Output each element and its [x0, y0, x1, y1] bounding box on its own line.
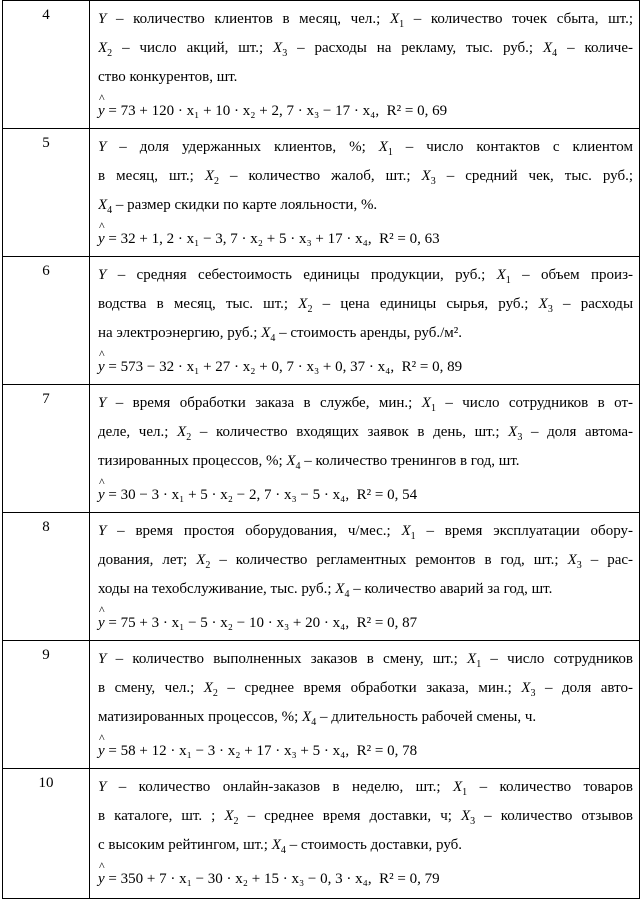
- variable-symbol: X: [460, 808, 471, 824]
- variable-symbol: X: [196, 552, 206, 568]
- description-text: – число сотрудников: [481, 651, 633, 667]
- variable-symbol: X: [538, 296, 548, 312]
- variable-index: 2: [107, 48, 113, 59]
- regression-equation: [98, 92, 633, 128]
- r-squared: R² = 0, 89: [401, 359, 463, 375]
- variable-symbol: X: [389, 11, 400, 27]
- variable-symbol: Y: [98, 395, 107, 411]
- r-squared: R² = 0, 54: [356, 487, 418, 503]
- variable-index: 2: [186, 432, 192, 443]
- description-line: [98, 831, 633, 860]
- description-text: – время простоя оборудования, ч/мес.;: [106, 523, 402, 539]
- description-text: – время обработки заказа в службе, мин.;: [106, 395, 422, 411]
- description-text: – количество жалоб, шт.;: [219, 168, 422, 184]
- variable-index: 3: [576, 560, 582, 571]
- table-row: [3, 257, 640, 385]
- description-text: с высоким рейтингом, шт.;: [98, 837, 272, 853]
- variable-symbol: X: [273, 40, 283, 56]
- variant-number: 9: [3, 641, 90, 769]
- variant-number: 8: [3, 513, 90, 641]
- variable-index: 1: [430, 403, 436, 414]
- table-row: [3, 513, 640, 641]
- description-text: – длительность рабочей смены, ч.: [316, 709, 537, 725]
- description-text: – количество тренингов в год, шт.: [300, 453, 520, 469]
- variable-symbol: X: [421, 168, 431, 184]
- variable-index: 3: [530, 688, 536, 699]
- variant-number: 6: [3, 257, 90, 385]
- y-hat-symbol: ^ y: [98, 350, 105, 384]
- description-text: – количество товаров: [467, 779, 633, 795]
- description-text: – рас-: [581, 552, 633, 568]
- table-row: [3, 641, 640, 769]
- description-line: [98, 34, 633, 63]
- description-text: – стоимость доставки, руб.: [285, 837, 463, 853]
- description-text: в каталоге, шт. ;: [98, 808, 225, 824]
- description-line: [98, 674, 633, 703]
- variable-index: 4: [552, 48, 558, 59]
- description-line: [98, 133, 633, 162]
- description-text: – размер скидки по карте лояльности, %.: [112, 197, 378, 213]
- variable-symbol: X: [496, 267, 506, 283]
- variable-symbol: X: [271, 837, 281, 853]
- variable-index: 2: [205, 560, 211, 571]
- description-text: – количество онлайн-заказов в неделю, шт.;: [106, 779, 453, 795]
- variable-index: 2: [307, 304, 313, 315]
- r-squared: R² = 0, 87: [356, 615, 418, 631]
- variant-number: 4: [3, 1, 90, 129]
- description-line: [98, 5, 633, 34]
- variable-symbol: X: [261, 325, 271, 341]
- variable-symbol: X: [98, 40, 108, 56]
- variant-description: [90, 129, 640, 257]
- r-squared: R² = 0, 78: [356, 743, 418, 759]
- variable-symbol: Y: [98, 779, 107, 795]
- description-line: [98, 191, 633, 220]
- variable-symbol: X: [543, 40, 553, 56]
- equation-text: = 73 + 120 · x₁ + 10 · x₂ + 2, 7 · x₃ − 17 · x₄,: [104, 103, 380, 119]
- description-line: [98, 575, 633, 604]
- description-text: – количество регламентных ремонтов в год, шт.;: [210, 552, 568, 568]
- variable-index: 1: [410, 531, 416, 542]
- description-text: – количество входящих заявок в день, шт.;: [191, 424, 509, 440]
- description-line: [98, 261, 633, 290]
- variable-index: 1: [462, 787, 468, 798]
- description-line: [98, 447, 633, 476]
- description-text: – стоимость аренды, руб./м².: [275, 325, 463, 341]
- variable-symbol: X: [286, 453, 296, 469]
- description-text: – количество клиентов в месяц, чел.;: [106, 11, 390, 27]
- variable-index: 3: [517, 432, 523, 443]
- equation-text: = 350 + 7 · x₁ − 30 · x₂ + 15 · x₃ − 0, 3 · x₄,: [104, 871, 372, 887]
- table-row: [3, 385, 640, 513]
- description-text: на электроэнергию, руб.;: [98, 325, 262, 341]
- description-line: [98, 319, 633, 348]
- variable-index: 4: [107, 205, 113, 216]
- regression-equation: [98, 732, 633, 768]
- description-text: – расходы на рекламу, тыс. руб.;: [287, 40, 543, 56]
- variable-index: 3: [430, 176, 436, 187]
- variable-index: 1: [387, 147, 393, 158]
- variable-symbol: Y: [98, 11, 107, 27]
- variable-index: 1: [399, 19, 405, 30]
- description-text: ходы на техобслуживание, тыс. руб.;: [98, 581, 336, 597]
- description-text: – количество отзывов: [475, 808, 633, 824]
- description-text: – время эксплуатации обору-: [415, 523, 633, 539]
- regression-equation: [98, 476, 633, 512]
- variable-symbol: X: [378, 139, 388, 155]
- variable-symbol: Y: [98, 651, 107, 667]
- variant-description: [90, 1, 640, 129]
- variable-symbol: Y: [98, 139, 107, 155]
- variable-index: 4: [344, 589, 350, 600]
- description-text: – количе-: [557, 40, 633, 56]
- description-line: [98, 802, 633, 831]
- description-text: – доля удержанных клиентов, %;: [106, 139, 379, 155]
- description-text: – число сотрудников в от-: [435, 395, 633, 411]
- description-line: [98, 162, 633, 191]
- description-line: [98, 389, 633, 418]
- variable-index: 4: [280, 845, 286, 856]
- y-hat-symbol: ^ y: [98, 862, 105, 896]
- equation-text: = 75 + 3 · x₁ − 5 · x₂ − 10 · x₃ + 20 · x₄,: [104, 615, 350, 631]
- variable-symbol: X: [467, 651, 477, 667]
- description-text: матизированных процессов, %;: [98, 709, 303, 725]
- variant-number: 5: [3, 129, 90, 257]
- table-row: [3, 769, 640, 899]
- variable-symbol: X: [335, 581, 345, 597]
- variable-index: 1: [505, 275, 511, 286]
- variable-index: 1: [476, 659, 482, 670]
- variant-number: 10: [3, 769, 90, 899]
- description-line: [98, 63, 633, 92]
- variant-description: [90, 641, 640, 769]
- variant-description: [90, 513, 640, 641]
- description-line: [98, 645, 633, 674]
- description-text: – число контактов с клиентом: [392, 139, 633, 155]
- regression-equation: [98, 348, 633, 384]
- variable-symbol: X: [508, 424, 518, 440]
- variable-index: 2: [233, 816, 239, 827]
- variable-symbol: X: [453, 779, 463, 795]
- regression-equation: [98, 860, 633, 896]
- description-line: [98, 773, 633, 802]
- y-hat-symbol: ^ y: [98, 734, 105, 768]
- description-line: [98, 517, 633, 546]
- description-text: в смену, чел.;: [98, 680, 204, 696]
- variable-index: 2: [214, 176, 220, 187]
- description-text: – среднее время доставки, ч;: [238, 808, 461, 824]
- description-text: – цена единицы сырья, руб.;: [312, 296, 539, 312]
- description-text: деле, чел.;: [98, 424, 178, 440]
- r-squared: R² = 0, 69: [386, 103, 448, 119]
- description-text: – объем произ-: [510, 267, 633, 283]
- y-hat-symbol: ^ y: [98, 478, 105, 512]
- variable-index: 4: [270, 333, 276, 344]
- r-squared: R² = 0, 79: [379, 871, 440, 887]
- description-text: – количество точек сбыта, шт.;: [404, 11, 633, 27]
- description-text: ство конкурентов, шт.: [98, 69, 238, 85]
- description-text: дования, лет;: [98, 552, 197, 568]
- variable-symbol: Y: [98, 267, 107, 283]
- table-row: [3, 129, 640, 257]
- equation-text: = 58 + 12 · x₁ − 3 · x₂ + 17 · x₃ + 5 · x₄,: [104, 743, 350, 759]
- description-text: – средняя себестоимость единицы продукции, руб.;: [106, 267, 497, 283]
- variable-symbol: Y: [98, 523, 107, 539]
- variant-description: [90, 769, 640, 899]
- y-hat-symbol: ^ y: [98, 606, 105, 640]
- description-text: в месяц, шт.;: [98, 168, 205, 184]
- equation-text: = 30 − 3 · x₁ + 5 · x₂ − 2, 7 · x₃ − 5 · x₄,: [104, 487, 350, 503]
- regression-equation: [98, 604, 633, 640]
- description-text: – количество выполненных заказов в смену, шт.;: [106, 651, 468, 667]
- variable-symbol: X: [302, 709, 312, 725]
- description-text: – средний чек, тыс. руб.;: [435, 168, 633, 184]
- description-line: [98, 418, 633, 447]
- description-text: тизированных процессов, %;: [98, 453, 287, 469]
- table-row: [3, 1, 640, 129]
- variable-index: 3: [547, 304, 553, 315]
- equation-text: = 32 + 1, 2 · x₁ − 3, 7 · x₂ + 5 · x₃ + 17 · x₄,: [104, 231, 372, 247]
- description-line: [98, 546, 633, 575]
- r-squared: R² = 0, 63: [379, 231, 440, 247]
- y-hat-symbol: ^ y: [98, 94, 105, 128]
- variant-description: [90, 257, 640, 385]
- description-text: – расходы: [552, 296, 633, 312]
- variable-symbol: X: [224, 808, 234, 824]
- description-line: [98, 703, 633, 732]
- variants-table: [2, 0, 640, 899]
- variable-symbol: X: [401, 523, 411, 539]
- variable-symbol: X: [298, 296, 308, 312]
- variable-symbol: X: [177, 424, 187, 440]
- regression-equation: [98, 220, 633, 256]
- variable-index: 4: [295, 461, 301, 472]
- variable-index: 4: [311, 717, 317, 728]
- variable-symbol: X: [421, 395, 431, 411]
- variable-symbol: X: [98, 197, 108, 213]
- description-text: – доля автома-: [522, 424, 633, 440]
- variable-symbol: X: [203, 680, 213, 696]
- equation-text: = 573 − 32 · x₁ + 27 · x₂ + 0, 7 · x₃ + 0, 37 · x₄,: [104, 359, 395, 375]
- variable-index: 3: [282, 48, 288, 59]
- description-text: – число акций, шт.;: [112, 40, 274, 56]
- description-text: – среднее время обработки заказа, мин.;: [217, 680, 522, 696]
- variant-description: [90, 385, 640, 513]
- description-line: [98, 290, 633, 319]
- y-hat-symbol: ^ y: [98, 222, 105, 256]
- variable-index: 3: [470, 816, 476, 827]
- variable-index: 2: [212, 688, 218, 699]
- variant-number: 7: [3, 385, 90, 513]
- variable-symbol: X: [567, 552, 577, 568]
- description-text: – количество аварий за год, шт.: [349, 581, 553, 597]
- variable-symbol: X: [204, 168, 215, 184]
- variable-symbol: X: [521, 680, 531, 696]
- description-text: – доля авто-: [535, 680, 633, 696]
- description-text: водства в месяц, тыс. шт.;: [98, 296, 299, 312]
